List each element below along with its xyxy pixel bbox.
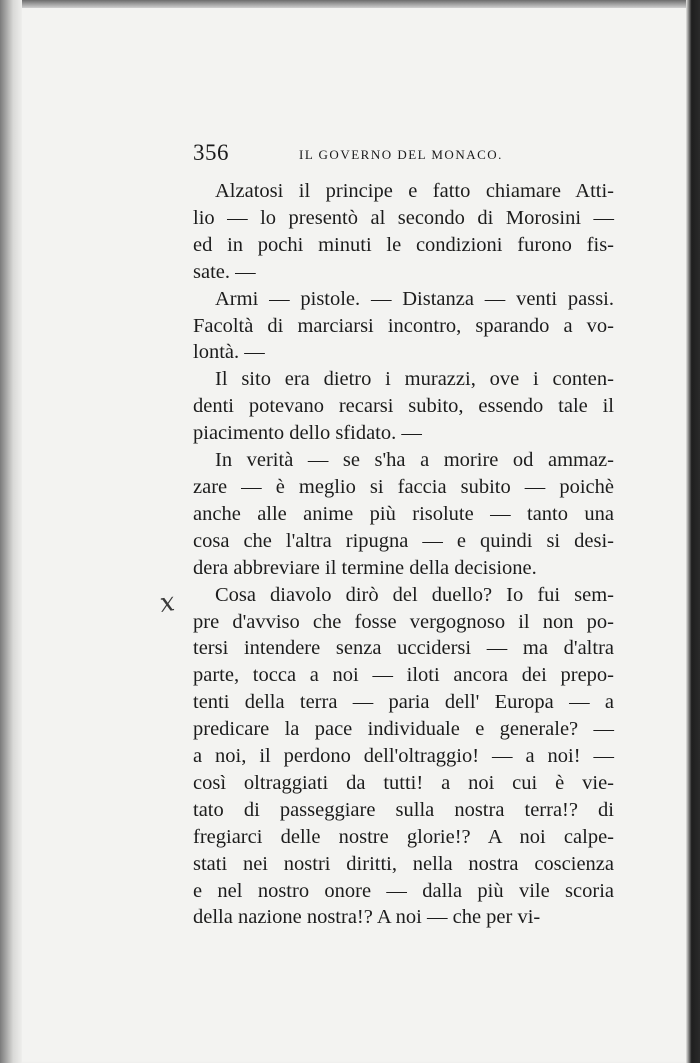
text-line: pre d'avviso che fosse vergognoso il non po- <box>193 610 614 633</box>
text-line: parte, tocca a noi — iloti ancora dei prepo- <box>193 664 614 687</box>
paragraph <box>193 447 614 582</box>
text-line: e nel nostro onore — dalla più vile scoria <box>193 879 614 902</box>
paragraph <box>193 366 614 447</box>
page-top-edge <box>0 0 700 8</box>
body-text <box>193 178 614 931</box>
text-line: anche alle anime più risolute — tanto una <box>193 502 614 525</box>
text-line: sate. — <box>193 260 256 283</box>
paragraph <box>193 582 614 932</box>
page-right-edge <box>686 0 700 1063</box>
text-line: della nazione nostra!? A noi — che per vi- <box>193 906 541 929</box>
text-line: Facoltà di marciarsi incontro, sparando a vo- <box>193 314 614 337</box>
text-line: piacimento dello sfidato. — <box>193 422 422 445</box>
handwritten-margin-mark: x <box>157 587 177 619</box>
text-line: cosa che l'altra ripugna — e quindi si desi- <box>193 529 614 552</box>
page-number: 356 <box>193 140 229 165</box>
running-title: IL GOVERNO DEL MONACO. <box>299 147 503 162</box>
text-line: a noi, il perdono dell'oltraggio! — a noi! — <box>193 745 614 768</box>
text-line: stati nei nostri diritti, nella nostra coscienza <box>193 852 614 875</box>
text-line: Armi — pistole. — Distanza — venti passi. <box>215 287 614 310</box>
text-line: tato di passeggiare sulla nostra terra!? di <box>193 798 614 821</box>
text-line: zare — è meglio si faccia subito — poichè <box>193 475 614 498</box>
text-line: Cosa diavolo dirò del duello? Io fui sem- <box>215 583 614 606</box>
text-line: tersi intendere senza uccidersi — ma d'altra <box>193 637 614 660</box>
text-line: tenti della terra — paria dell' Europa — a <box>193 691 614 714</box>
text-line: fregiarci delle nostre glorie!? A noi calpe- <box>193 825 614 848</box>
text-line: predicare la pace individuale e generale? — <box>193 718 614 741</box>
text-line: dera abbreviare il termine della decisione. <box>193 556 537 579</box>
text-line: così oltraggiati da tutti! a noi cui è vie- <box>193 771 614 794</box>
paragraph <box>193 286 614 367</box>
text-line: denti potevano recarsi subito, essendo tale il <box>193 395 614 418</box>
text-line: Il sito era dietro i murazzi, ove i conten- <box>215 368 614 391</box>
paragraph <box>193 178 614 286</box>
text-line: Alzatosi il principe e fatto chiamare Atti- <box>215 180 614 202</box>
text-line: lontà. — <box>193 341 265 364</box>
book-gutter <box>0 0 22 1063</box>
text-line: ed in pochi minuti le condizioni furono fis- <box>193 233 614 256</box>
text-line: lio — lo presentò al secondo di Morosini — <box>193 206 614 229</box>
text-line: In verità — se s'ha a morire od ammaz- <box>215 449 614 472</box>
page-header <box>193 140 613 170</box>
